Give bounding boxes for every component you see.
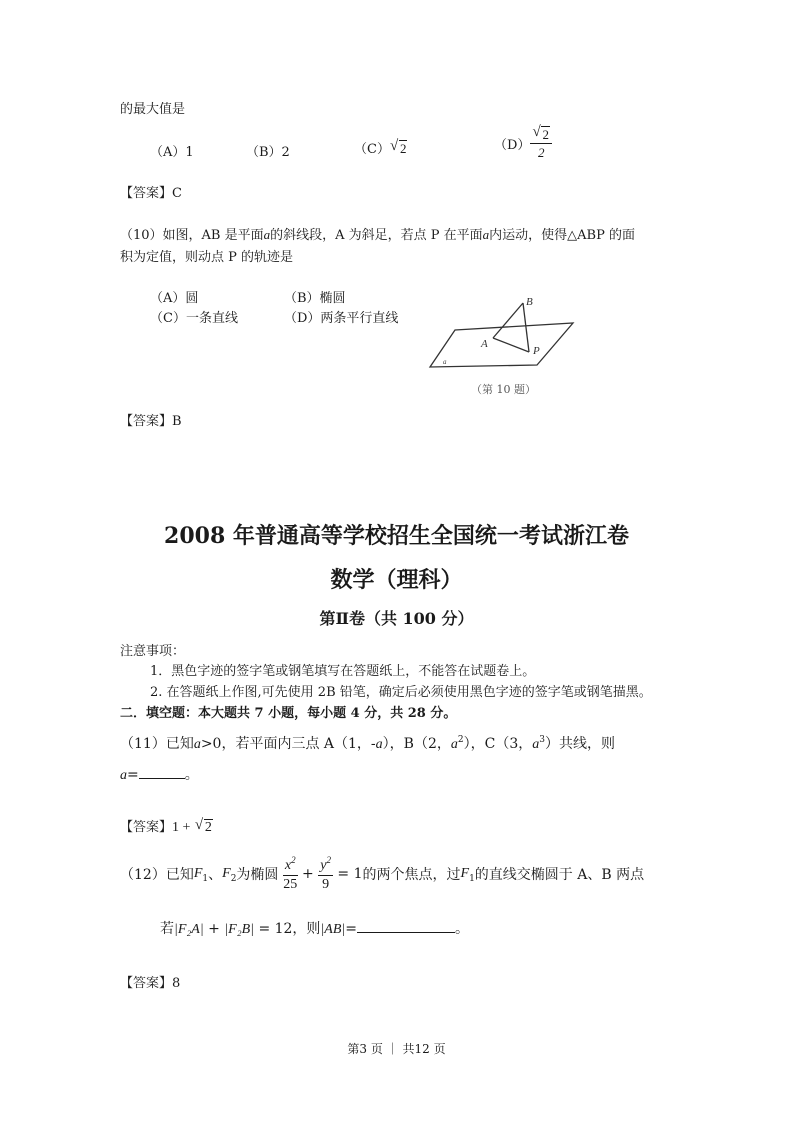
q9-option-d: [494, 124, 552, 160]
label-p: P: [533, 345, 540, 357]
q11-line1: （11）已知a>0，若平面内三点 A（1，-a），B（2，$a^2$），C（3，$a^3$）共线，则: [120, 735, 615, 752]
q9-answer: 【答案】C: [120, 186, 182, 201]
segment-ab: [493, 303, 523, 338]
q10-line1: （10）如图，AB 是平面a的斜线段，A 为斜足，若点 P 在平面a内运动，使得△ABP 的面: [120, 227, 635, 243]
label-a: A: [481, 338, 488, 350]
q10-answer: 【答案】B: [120, 414, 182, 429]
exam-subtitle: 数学（理科）: [330, 567, 463, 593]
q10-figure: [425, 290, 585, 405]
q12-answer-blank[interactable]: [357, 932, 455, 933]
q12-fraction-x: $\frac{x^2}{25}$: [283, 855, 298, 892]
q9-option-d-fraction: √ 2 2: [530, 128, 552, 159]
q9-option-c-label: （C）: [354, 142, 390, 157]
q9-stem-end: 的最大值是: [120, 102, 186, 117]
q11-line2: a= 。: [120, 767, 199, 783]
part2-heading: 二．填空题：本大题共 7 小题，每小题 4 分，共 28 分。: [120, 706, 457, 721]
notes-heading: 注意事项：: [120, 644, 186, 659]
exam-title: 2008 年普通高等学校招生全国统一考试浙江卷: [164, 523, 629, 549]
q12-line1: （12）已知$F_1$、$F_2$为椭圆 $\frac{x^2}{25}$ + $\frac{y^2}{9}$ = 1的两个焦点，过$F_1$的直线交椭圆于 A、B 两点: [120, 855, 645, 892]
notes-item-2: 2. 在答题纸上作图,可先使用 2B 铅笔，确定后必须使用黑色字迹的签字笔或钢笔描黑。: [150, 685, 652, 700]
q12-answer: 【答案】8: [120, 976, 181, 991]
q10-line2: 积为定值，则动点 P 的轨迹是: [120, 250, 294, 265]
segment-ap: [493, 338, 529, 352]
q10-option-d: （D）两条平行直线: [284, 311, 399, 326]
sqrt-symbol: √ 2: [389, 138, 407, 156]
figure-caption: （第 10 题）: [471, 383, 536, 396]
q12-line2: 若|F₂A| + |F₂B| = 12，则|AB|= 。: [160, 921, 469, 937]
q11-answer: 【答案】1 + √ 2: [120, 817, 212, 835]
label-alpha: a: [443, 358, 447, 366]
q9-option-c: [354, 138, 407, 157]
page-footer: 第3 页 ｜ 共12 页: [347, 1042, 446, 1056]
q9-option-a: （A）1: [150, 145, 194, 160]
q9-option-d-label: （D）: [494, 138, 531, 153]
notes-item-1: 1．黑色字迹的签字笔或钢笔填写在答题纸上，不能答在试题卷上。: [150, 664, 536, 679]
sqrt-symbol: √ 2: [194, 817, 212, 835]
section-title: 第Ⅱ卷（共 100 分）: [319, 609, 474, 628]
label-b: B: [526, 296, 533, 308]
q10-option-a: （A）圆: [150, 291, 199, 306]
q10-option-b: （B）椭圆: [284, 291, 346, 306]
q9-option-b: （B）2: [246, 145, 290, 160]
q11-answer-label: 【答案】: [120, 820, 173, 835]
q12-fraction-y: $\frac{y^2}{9}$: [320, 855, 331, 892]
q11-answer-blank[interactable]: [139, 778, 185, 779]
q10-option-c: （C）一条直线: [150, 311, 238, 326]
plane-alpha: [430, 323, 573, 367]
segment-bp: [523, 303, 529, 352]
